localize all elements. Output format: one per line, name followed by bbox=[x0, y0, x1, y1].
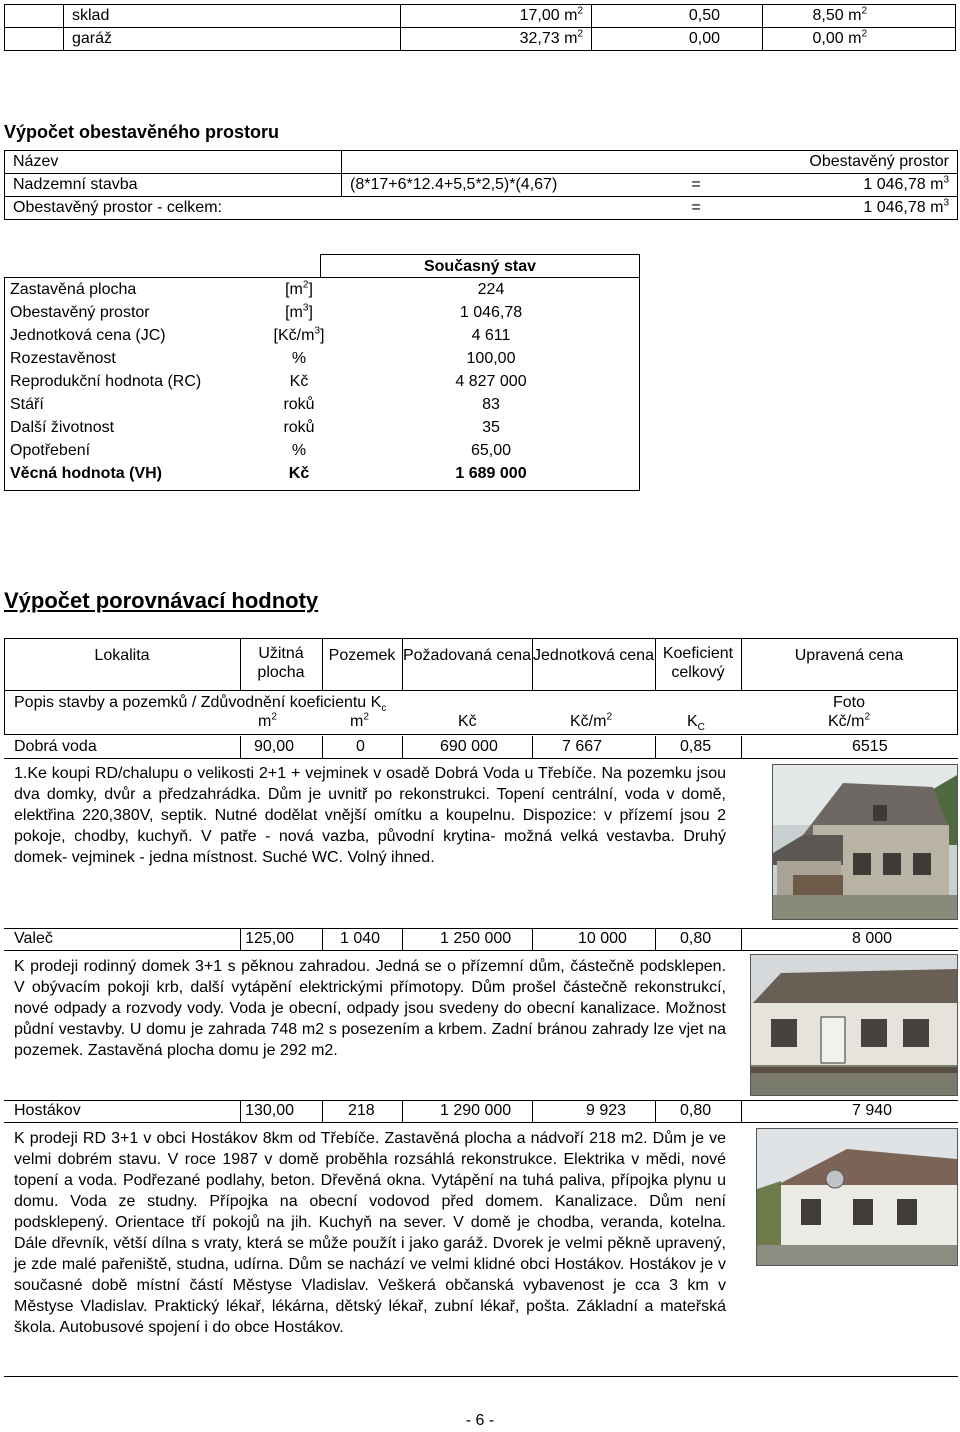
item-koef: 0,80 bbox=[680, 1102, 712, 1119]
table-row bbox=[5, 197, 958, 220]
house-photo bbox=[756, 1128, 958, 1266]
unit-kc-m2: $Kč/m^2$ bbox=[828, 711, 871, 730]
header-pozemek: Pozemek bbox=[328, 647, 396, 664]
table-row bbox=[5, 28, 956, 51]
header-lokalita: Lokalita bbox=[94, 647, 150, 664]
item-upravena: 6515 bbox=[852, 738, 888, 755]
item-pozemek: 218 bbox=[348, 1102, 375, 1119]
item-lokalita: Valeč bbox=[14, 930, 53, 947]
table-row bbox=[5, 151, 958, 174]
item-plocha: 90,00 bbox=[253, 738, 294, 755]
area-coef: 0,50 bbox=[592, 5, 763, 28]
areas-table bbox=[4, 4, 956, 51]
vecna-header: Současný stav bbox=[320, 254, 640, 277]
header-name: Název bbox=[5, 151, 342, 174]
row-formula: (8*17+6*12.4+5,5*2,5)*(4,67) bbox=[342, 174, 659, 197]
area-value: 17,00 $m^2$ bbox=[401, 5, 592, 28]
area-name: garáž bbox=[64, 28, 401, 51]
item-cena: 1 290 000 bbox=[440, 1102, 512, 1119]
table-row: Zastavěná plocha $[m^2]$ 224 bbox=[10, 279, 505, 298]
item-upravena: 8 000 bbox=[852, 930, 893, 947]
row-eq: = bbox=[658, 197, 734, 220]
house-photo bbox=[772, 764, 958, 920]
table-row bbox=[5, 174, 958, 197]
obestaveny-table bbox=[4, 150, 958, 220]
table-row: Jednotková cena (JC) $[Kč/m^3]$ 4 611 bbox=[10, 325, 511, 344]
table-row: Reprodukční hodnota (RC) Kč 4 827 000 bbox=[10, 372, 527, 390]
row-name: Obestavěný prostor - celkem: bbox=[5, 197, 342, 220]
table-row: Další životnost roků 35 bbox=[10, 418, 500, 436]
item-koef: 0,85 bbox=[680, 738, 712, 755]
item-pozemek: 0 bbox=[356, 738, 365, 755]
item-popis: 1.Ke koupi RD/chalupu o velikosti 2+1 + vejminek v osadě Dobrá Voda u Třebíče. Na pozemku jsou dva domky, dvůr a předzahrádka. Dům je uvnitř po rekonstrukci. Topení centrální, voda v domě, elektřina 220,380V, septik. Nutné dodělat vnější omítku a koupelnu. Dispozice: v přízemí jsou 2 pokoje, chodby, kuchyň. V patře - nová vazba, původní krytina- možná velká vestavba. Druhý domek- vejminek - jedna místnost. Suché WC. Volný ihned. bbox=[14, 765, 726, 866]
table-row: Obestavěný prostor $[m^3]$ 1 046,78 bbox=[10, 302, 523, 321]
item-jednotkova: 7 667 bbox=[562, 738, 603, 755]
unit-m2: $m^2$ bbox=[258, 711, 277, 730]
area-result: 8,50 $m^2$ bbox=[763, 5, 956, 28]
item-pozemek: 1 040 bbox=[340, 930, 381, 947]
row-eq: = bbox=[658, 174, 734, 197]
unit-kc-m2: $Kč/m^2$ bbox=[570, 711, 613, 730]
item-lokalita: Dobrá voda bbox=[14, 738, 97, 755]
table-row bbox=[5, 5, 956, 28]
item-cena: 690 000 bbox=[440, 738, 498, 755]
item-cena: 1 250 000 bbox=[440, 930, 512, 947]
row-value: 1 046,78 $m^3$ bbox=[734, 174, 958, 197]
header-upravena-cena: Upravená cena bbox=[794, 647, 904, 664]
unit-m2: $m^2$ bbox=[350, 711, 369, 730]
header-foto: Foto bbox=[833, 694, 866, 711]
item-jednotkova: 9 923 bbox=[586, 1102, 627, 1119]
header-uzitna-plocha: Užitná plocha bbox=[257, 645, 305, 681]
item-plocha: 125,00 bbox=[245, 930, 294, 947]
area-result: 0,00 $m^2$ bbox=[763, 28, 956, 51]
header-popis: Popis stavby a pozemků / Zdůvodnění koeficientu $K_c$ bbox=[14, 694, 387, 715]
table-row: Opotřebení % 65,00 bbox=[10, 441, 512, 459]
table-row: Stáří roků 83 bbox=[10, 395, 500, 413]
area-value: 32,73 $m^2$ bbox=[401, 28, 592, 51]
area-coef: 0,00 bbox=[592, 28, 763, 51]
unit-kc-coef: $K_C$ bbox=[687, 713, 705, 734]
item-upravena: 7 940 bbox=[852, 1102, 893, 1119]
item-plocha: 130,00 bbox=[245, 1102, 294, 1119]
header-value: Obestavěný prostor bbox=[734, 151, 958, 174]
item-popis: K prodeji rodinný domek 3+1 s pěknou zahradou. Jedná se o přízemní dům, částečně podsklepen. V obývacím pokoji krb, další vytápění elektrickými přímotopy. Dům prošel částečně rekonstrukcí, nové odpady a rozvody vody. Voda je obecní, odpady jsou svedeny do obecní kanalizace. Možnost půdní vestavby. U domu je zahrada 748 m2 s posezením a krbem. Zadní bránou zahrady lze vjet na pozemek. Zastavěná plocha domu je 292 m2. bbox=[14, 958, 726, 1059]
item-popis: K prodeji RD 3+1 v obci Hostákov 8km od Třebíče. Zastavěná plocha a nádvoří 218 m2. Dům je ve velmi dobrém stavu. V roce 1987 v domě proběhla rozsáhlá rekonstrukce. Elektrika v mědi, nové topení a voda. Podřezané podlahy, beton. Dřevěná okna. Vytápění na tuhá paliva, přípojka plynu u domu. Voda ze studny. Přípojka na obecní vodovod před domem. Kanalizace. Dům není podsklepený. Orientace tří pokojů na jih. Kuchyň na sever. V domě je chodba, veranda, kotelna. Dále dřevník, větší dílna s vraty, která se může použít i jako garáž. Dvorek je velmi pěkně upravený, je zde malé pařeniště, studna, udírna. Dům se nachází ve velmi klidné obci Hostákov. Hostákov je v současné době místní částí Městyse Vladislav. Veškerá občanská vybavenost je cca 3 km v Městyse Vladislav. Praktický lékař, lékárna, dětský lékař, zubní lékař, pošta. Základní a mateřská škola. Autobusové spojení i do obce Hostákov. bbox=[14, 1130, 726, 1336]
item-koef: 0,80 bbox=[680, 930, 712, 947]
table-row: Rozestavěnost % 100,00 bbox=[10, 349, 516, 367]
table-row: Věcná hodnota (VH) Kč 1 689 000 bbox=[10, 464, 527, 482]
header-koeficient: Koeficient celkový bbox=[662, 645, 734, 681]
house-photo bbox=[750, 954, 958, 1096]
header-pozadovana-cena: Požadovaná cena bbox=[402, 647, 532, 664]
row-value: 1 046,78 $m^3$ bbox=[734, 197, 958, 220]
porovnani-title: Výpočet porovnávací hodnoty bbox=[4, 588, 319, 613]
obestaveny-title: Výpočet obestavěného prostoru bbox=[4, 122, 280, 142]
item-lokalita: Hostákov bbox=[14, 1102, 81, 1119]
area-name: sklad bbox=[64, 5, 401, 28]
header-jednotkova-cena: Jednotková cena bbox=[533, 647, 654, 664]
row-name: Nadzemní stavba bbox=[5, 174, 342, 197]
item-jednotkova: 10 000 bbox=[578, 930, 627, 947]
page-number: - 6 - bbox=[465, 1412, 495, 1429]
unit-kc: Kč bbox=[458, 713, 477, 730]
